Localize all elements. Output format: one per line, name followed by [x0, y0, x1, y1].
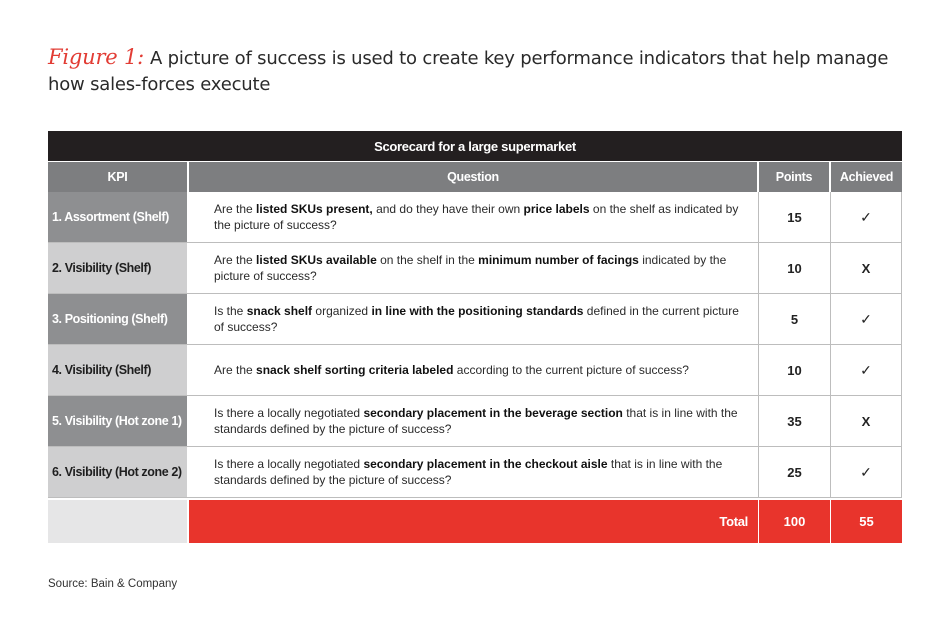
- points-cell: 5: [759, 294, 831, 344]
- figure-caption: A picture of success is used to create key performance indicators that help manage how sales-forces execute: [48, 48, 889, 95]
- table-row: [48, 345, 902, 396]
- achieved-check-icon: ✓: [831, 447, 902, 497]
- question-emphasis: snack shelf: [246, 304, 313, 318]
- points-cell: 10: [759, 243, 831, 293]
- header-points: Points: [759, 162, 831, 192]
- total-label: Total: [189, 500, 759, 543]
- kpi-cell: 6. Visibility (Hot zone 2): [48, 447, 189, 497]
- question-emphasis: price labels: [523, 202, 590, 216]
- table-row: [48, 447, 902, 498]
- table-row: [48, 396, 902, 447]
- kpi-cell: 2. Visibility (Shelf): [48, 243, 189, 293]
- header-achieved: Achieved: [831, 162, 902, 192]
- question-text: on the shelf as indicated by the picture of success?: [214, 202, 739, 232]
- question-text: according to the current picture of success?: [453, 363, 689, 377]
- question-text: Are the: [214, 253, 257, 267]
- achieved-x-mark: X: [831, 243, 902, 293]
- question-emphasis: listed SKUs present,: [256, 202, 373, 216]
- table-row: [48, 192, 902, 243]
- question-text: on the shelf in the: [376, 253, 479, 267]
- points-cell: 35: [759, 396, 831, 446]
- question-text: Is the: [214, 304, 247, 318]
- table-banner: Scorecard for a large supermarket: [48, 131, 902, 161]
- header-question: Question: [189, 162, 759, 192]
- question-cell: [189, 396, 759, 446]
- question-text: defined in the current picture of success?: [214, 304, 739, 334]
- points-cell: 15: [759, 192, 831, 242]
- table-header-row: [48, 162, 902, 192]
- question-cell: [189, 192, 759, 242]
- question-emphasis: snack shelf sorting criteria labeled: [256, 363, 454, 377]
- total-achieved: 55: [831, 500, 902, 543]
- kpi-cell: 4. Visibility (Shelf): [48, 345, 189, 395]
- table-row: [48, 294, 902, 345]
- question-emphasis: secondary placement in the checkout aisle: [363, 457, 608, 471]
- table-body: [48, 192, 902, 498]
- kpi-cell: 5. Visibility (Hot zone 1): [48, 396, 189, 446]
- question-emphasis: secondary placement in the beverage section: [363, 406, 623, 420]
- question-emphasis: minimum number of facings: [478, 253, 639, 267]
- total-row: [48, 500, 902, 543]
- points-cell: 25: [759, 447, 831, 497]
- question-cell: [189, 345, 759, 395]
- question-text: Is there a locally negotiated: [214, 406, 364, 420]
- header-kpi: KPI: [48, 162, 189, 192]
- question-text: indicated by the picture of success?: [214, 253, 727, 283]
- question-emphasis: listed SKUs available: [256, 253, 377, 267]
- achieved-check-icon: ✓: [831, 192, 902, 242]
- kpi-cell: 3. Positioning (Shelf): [48, 294, 189, 344]
- points-cell: 10: [759, 345, 831, 395]
- question-emphasis: in line with the positioning standards: [371, 304, 584, 318]
- scorecard-table: [48, 131, 902, 543]
- question-text: that is in line with the standards defined by the picture of success?: [214, 406, 738, 436]
- question-text: Are the: [214, 202, 257, 216]
- question-text: organized: [312, 304, 372, 318]
- achieved-check-icon: ✓: [831, 345, 902, 395]
- kpi-cell: 1. Assortment (Shelf): [48, 192, 189, 242]
- total-blank-cell: [48, 500, 189, 543]
- figure-title: [48, 44, 918, 98]
- question-cell: [189, 447, 759, 497]
- question-cell: [189, 243, 759, 293]
- table-row: [48, 243, 902, 294]
- achieved-check-icon: ✓: [831, 294, 902, 344]
- total-points: 100: [759, 500, 831, 543]
- question-text: Is there a locally negotiated: [214, 457, 364, 471]
- question-text: and do they have their own: [372, 202, 524, 216]
- achieved-x-mark: X: [831, 396, 902, 446]
- question-text: that is in line with the standards defined by the picture of success?: [214, 457, 723, 487]
- source-note: Source: Bain & Company: [48, 578, 178, 590]
- figure-label: Figure 1:: [48, 45, 145, 69]
- question-text: Are the: [214, 363, 257, 377]
- question-cell: [189, 294, 759, 344]
